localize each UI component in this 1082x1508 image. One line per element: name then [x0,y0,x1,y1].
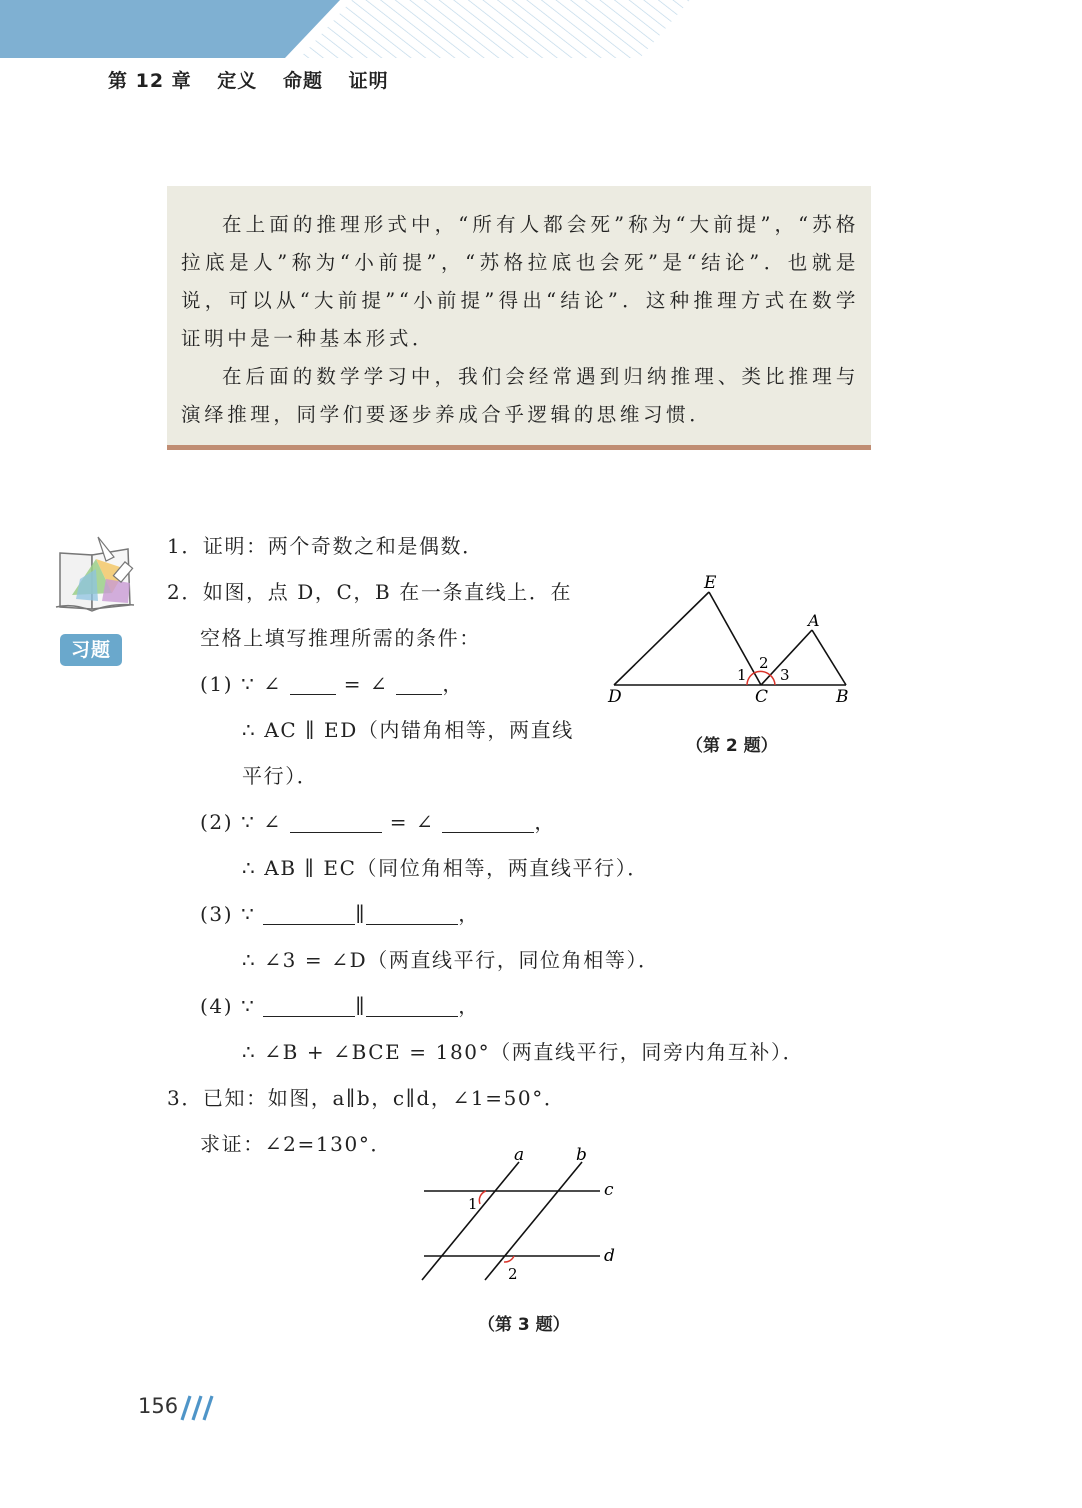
angle-3-arc [770,675,775,685]
part-1-label: (1) [200,672,234,696]
line-b [485,1162,582,1280]
because-symbol: ∵ [241,994,256,1018]
label-angle-2: 2 [759,654,769,672]
chapter-number: 第 12 章 [108,70,192,92]
comma: ， [458,902,480,926]
question-2-line-1: 2．如图，点 D，C，B 在一条直线上．在 [167,580,573,604]
blank-field[interactable] [290,672,336,695]
page-number: 156 [138,1394,179,1418]
because-symbol: ∵ [241,810,256,834]
part-3-premise [200,898,480,927]
part-4-conclusion [242,1036,804,1065]
angle-1-arc [479,1191,486,1204]
part-2-conclusion [242,852,649,881]
parallel-symbol: ∥ [355,994,367,1018]
part-4-label: (4) [200,994,234,1018]
comma: ， [442,672,464,696]
blank-field[interactable] [442,810,534,833]
angle-symbol: ∠ [263,672,282,696]
therefore-symbol: ∴ [242,718,257,742]
label-B: B [836,687,849,707]
part-1-conclusion-text: AC ∥ ED（内错角相等，两直线 [264,718,574,742]
angle-symbol: ∠ [416,810,435,834]
parallel-symbol: ∥ [355,902,367,926]
question-1: 1．证明：两个奇数之和是偶数． [167,534,484,558]
blank-field[interactable] [366,994,458,1017]
label-angle-1: 1 [468,1195,478,1213]
part-3-conclusion [242,944,660,973]
blank-field[interactable] [290,810,382,833]
part-3-conclusion-text: ∠3 = ∠D（两直线平行，同位角相等）． [264,948,660,972]
equals-symbol: = [389,810,409,834]
question-2-line-2: 空格上填写推理所需的条件： [200,626,481,650]
comma: ， [458,994,480,1018]
question-3-line-2: 求证：∠2=130°． [200,1132,393,1156]
part-2-label: (2) [200,810,234,834]
label-c: c [604,1180,614,1200]
angle-1-arc [747,673,754,685]
part-1-premise [200,668,464,697]
because-symbol: ∵ [241,672,256,696]
label-angle-1: 1 [737,666,747,684]
book-icon [52,533,138,619]
part-4-premise [200,990,480,1019]
page-slash-decoration [176,1394,216,1422]
equals-symbol: = [343,672,363,696]
therefore-symbol: ∴ [242,1040,257,1064]
segment-DE [614,592,709,685]
exercise-badge: 习题 [60,634,122,666]
label-angle-3: 3 [780,666,790,684]
segment-AB [812,630,846,685]
part-1-conclusion [242,714,574,743]
blank-field[interactable] [366,902,458,925]
blank-field[interactable] [396,672,442,695]
figure-2-caption: （第 2 题） [686,736,778,756]
label-D: D [608,687,622,707]
angle-symbol: ∠ [263,810,282,834]
part-4-conclusion-text: ∠B + ∠BCE = 180°（两直线平行，同旁内角互补）． [264,1040,805,1064]
figure-3-caption: （第 3 题） [478,1315,570,1335]
chapter-word-proof: 证明 [348,70,389,92]
label-a: a [514,1145,525,1165]
because-symbol: ∵ [241,902,256,926]
angle-2-arc [504,1256,514,1262]
comma: ， [534,810,556,834]
reading-paragraph-2: 在后面的数学学习中，我们会经常遇到归纳推理、类比推理与演绎推理，同学们要逐步养成合乎逻辑的思维习惯． [181,365,859,426]
chapter-word-definition: 定义 [217,70,258,92]
chapter-title [108,66,407,93]
therefore-symbol: ∴ [242,856,257,880]
blank-field[interactable] [263,994,355,1017]
label-A: A [808,611,820,630]
therefore-symbol: ∴ [242,948,257,972]
header-banner [0,0,1082,62]
label-d: d [604,1246,615,1266]
label-b: b [576,1145,587,1165]
part-3-label: (3) [200,902,234,926]
figure-2-diagram [600,568,860,708]
label-E: E [704,573,717,593]
chapter-word-proposition: 命题 [282,70,323,92]
part-2-premise [200,806,556,835]
part-2-conclusion-text: AB ∥ EC（同位角相等，两直线平行）． [264,856,649,880]
question-3-line-1: 3．已知：如图，a∥b，c∥d，∠1=50°． [167,1086,566,1110]
segment-EC [709,592,761,685]
angle-symbol: ∠ [370,672,389,696]
label-C: C [755,687,769,707]
blank-field[interactable] [263,902,355,925]
reading-paragraph-1: 在上面的推理形式中，“所有人都会死”称为“大前提”，“苏格拉底是人”称为“小前提”，“苏格拉底也会死”是“结论”．也就是说，可以从“大前提”“小前提”得出“结论”．这种推理方式在数学证明中是一种基本形式． [181,213,859,350]
figure-3-diagram [414,1140,624,1290]
label-angle-2: 2 [508,1265,518,1283]
part-1-conclusion-cont: 平行）． [242,764,319,788]
reading-box [167,186,871,450]
